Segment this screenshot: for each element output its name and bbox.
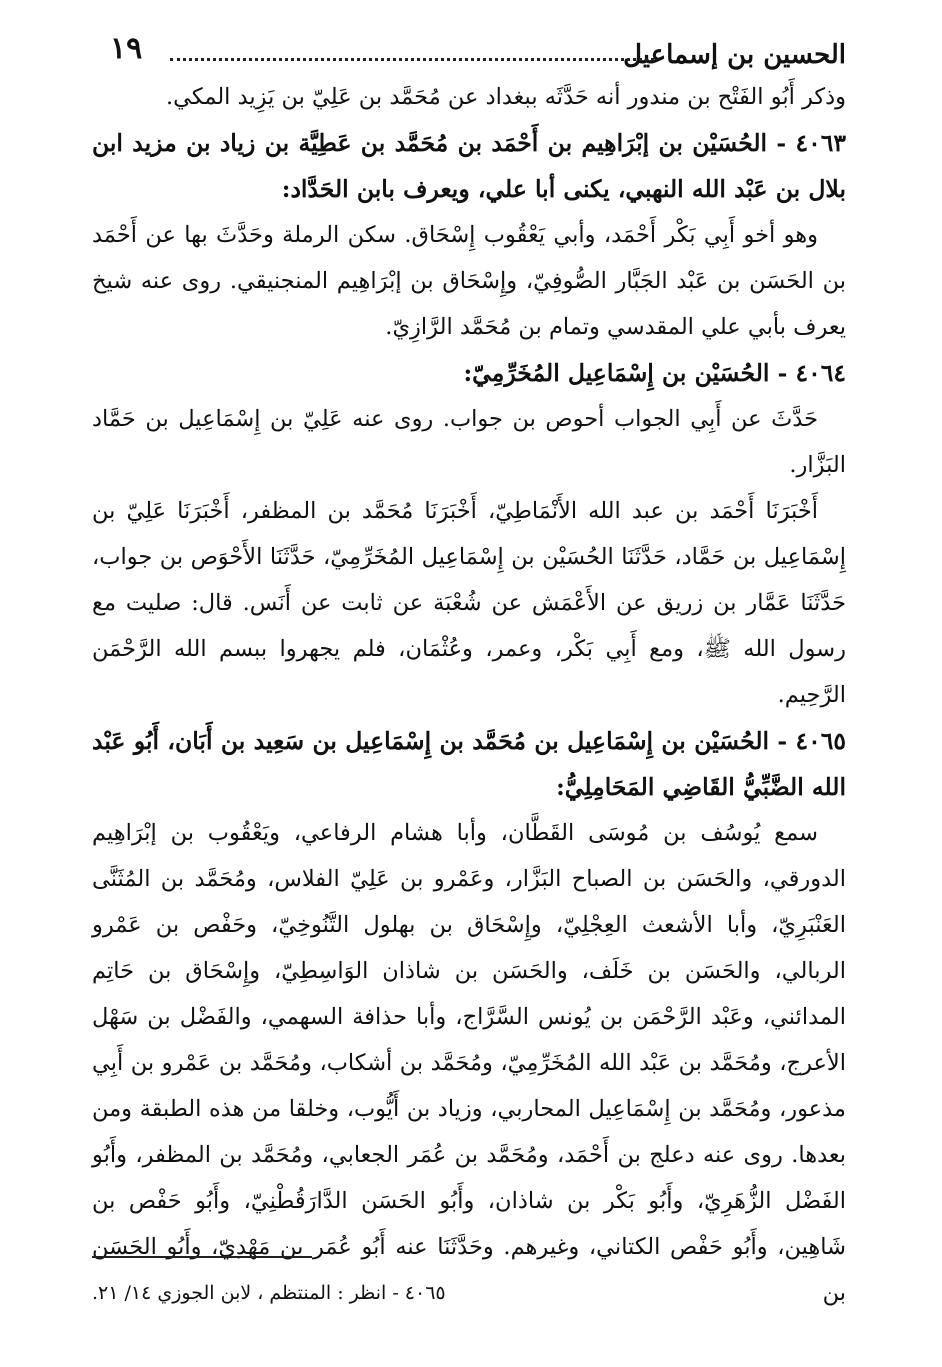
running-title: الحسين بن إسماعيل <box>623 40 846 70</box>
entry-4063-body: وهو أخو أَبِي بَكْر أَحْمَد، وأبي يَعْقُوب إِسْحَاق. سكن الرملة وحَدَّثَ بها عن أَحْمَد بن الحَسَن بن عَبْد الجَبَّار الصُّوفِيّ، وإِسْحَاق بن إبْرَاهِيم المنجنيقي. روى عنه شيخ يعرف بأبي علي المقدسي وتمام بن مُحَمَّد الرَّازِيّ. <box>92 222 846 340</box>
header-dotted-leader <box>170 58 654 61</box>
entry-4065-heading: ٤٠٦٥ - الحُسَيْن بن إِسْمَاعِيل بن مُحَمَّد بن إِسْمَاعِيل بن سَعِيد بن أَبَان، أَبُو عَبْد الله الضَّبِّيُّ القَاضِي المَحَامِلِيُّ: <box>92 727 846 801</box>
main-text <box>92 74 846 1316</box>
footnote-text: ٤٠٦٥ - انظر : المنتظم ، لابن الجوزي ١٤/ ٢١. <box>92 1282 446 1304</box>
entry-4064-body-1: حَدَّثَ عن أَبِي الجواب أحوص بن جواب. روى عنه عَلِيّ بن إِسْمَاعِيل بن حَمَّاد البَزَّار. <box>92 406 846 478</box>
book-page <box>92 30 846 1347</box>
entry-4063-heading: ٤٠٦٣ - الحُسَيْن بن إبْرَاهِيم بن أَحْمَد بن مُحَمَّد بن عَطِيَّة بن زياد بن مزيد ابن بلال بن عَبْد الله النهبي، يكنى أبا علي، ويعرف بابن الحَدَّاد: <box>92 129 846 203</box>
entry-4064-body-2: أَخْبَرَنَا أَحْمَد بن عبد الله الأَنْمَاطِيّ، أَخْبَرَنَا مُحَمَّد بن المظفر، أَخْبَرَنَا عَلِيّ بن إِسْمَاعِيل بن حَمَّاد، حَدَّثَنَا الحُسَيْن بن إِسْمَاعِيل المُخَرِّمِيّ، حَدَّثَنَا الأَحْوَص بن جواب، حَدَّثَنَا عَمَّار بن زريق عن الأَعْمَش عن شُعْبَة عن ثابت عن أَنَس. قال: صليت مع رسول الله ﷺ، ومع أَبِي بَكْر، وعمر، وعُثْمَان، فلم يجهروا ببسم الله الرَّحْمَن الرَّحِيم. <box>92 498 846 708</box>
footnote <box>92 1278 846 1308</box>
entry-4065-body: سمع يُوسُف بن مُوسَى القَطَّان، وأبا هشام الرفاعي، ويَعْقُوب بن إبْرَاهِيم الدورقي، والحَسَن بن الصباح البَزَّار، وعَمْرو بن عَلِيّ الفلاس، ومُحَمَّد بن المُثَنَّى العَنْبَرِيّ، وأبا الأشعث العِجْلِيّ، وإِسْحَاق بن بهلول التَّنُوخِيّ، وحَفْص بن عَمْرو الربالي، والحَسَن بن خَلَف، والحَسَن بن شاذان الوَاسِطِيّ، وإِسْحَاق بن حَاتِم المدائني، وعَبْد الرَّحْمَن بن يُونس السَّرَّاج، وأبا حذافة السهمي، والفَضْل بن سَهْل الأعرج، ومُحَمَّد بن عَبْد الله المُخَرِّمِيّ، ومُحَمَّد بن أشكاب، ومُحَمَّد بن عَمْرو بن أَبِي مذعور، ومُحَمَّد بن إِسْمَاعِيل المحاربي، وزياد بن أَيُّوب، وخلقا من هذه الطبقة ومن بعدها. روى عنه دعلج بن أَحْمَد، ومُحَمَّد بن عُمَر الجعابي، ومُحَمَّد بن المظفر، وأَبُو الفَضْل الزُّهَرِيّ، وأَبُو بَكْر بن شاذان، وأَبُو الحَسَن الدَّارَقُطْنِيّ، وأَبُو حَفْص بن شَاهِين، وأَبُو حَفْص الكتاني، وغيرهم. وحَدَّثَنَا عنه أَبُو عُمَر بن مَهْدِيّ، وأَبُو الحَسَن بن <box>92 820 846 1306</box>
entry-4064-heading: ٤٠٦٤ - الحُسَيْن بن إِسْمَاعِيل المُخَرِّمِيّ: <box>463 359 846 387</box>
footnote-separator <box>92 1256 312 1258</box>
running-header <box>92 30 846 74</box>
page-number: ١٩ <box>110 31 143 66</box>
intro-paragraph: وذكر أَبُو الفَتْح بن مندور أنه حَدَّثَه ببغداد عن مُحَمَّد بن عَلِيّ بن يَزِيد المكي. <box>165 84 846 110</box>
